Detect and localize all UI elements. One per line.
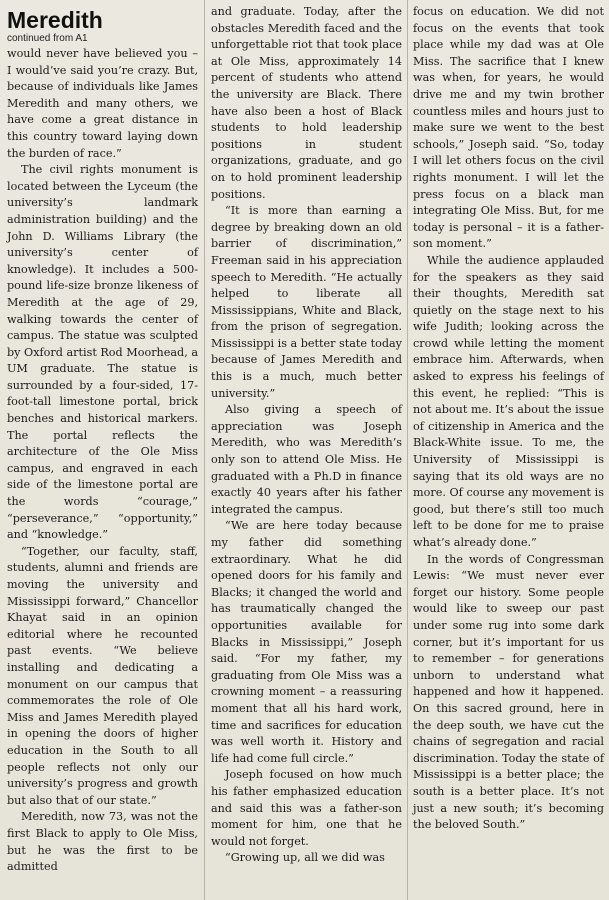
paragraph: “Growing up, all we did was [225, 851, 385, 865]
headline: Meredith [7, 7, 103, 33]
column-divider [204, 0, 205, 900]
paragraph: Also giving a speech of appreciation was Joseph Meredith, who was Meredith’s only son to attend Ole Miss. He graduated with a Ph.D in finance exactly 40 years after his father integrated the campus. [211, 403, 402, 516]
paragraph: Meredith, now 73, was not the first Black to apply to Ole Miss, but he was the first to be admitted [7, 810, 198, 874]
paragraph: and graduate. Today, after the obstacles Meredith faced and the unforgettable riot that took place at Ole Miss, approximately 14 percent of students who attend the university are Black. There have also been a host of Black students to hold leadership positions in student organizations, graduate, and go on to hold prominent leadership positions. [211, 5, 402, 201]
article-column-3 [413, 4, 604, 834]
paragraph: Joseph focused on how much his father emphasized education and said this was a father-son moment for him, one that he would not forget. [211, 768, 402, 848]
article-column-2 [211, 4, 402, 867]
paragraph: In the words of Congressman Lewis: “We must never ever forget our history. Some people would like to sweep our past under some rug into some dark corner, but it’s important for us to remember – for generations unborn to understand what happened and how it happened. On this sacred ground, here in the deep south, we have cut the chains of segregation and racial discrimination. Today the state of Mississippi is a better place; the south is a better place. It’s not just a new south; it’s becoming the beloved South.” [413, 552, 604, 832]
paragraph: The civil rights monument is located between the Lyceum (the university’s landmark administration building) and the John D. Williams Library (the university’s center of knowledge). It includes a 500-pound life-size bronze likeness of Meredith at the age of 29, walking towards the center of campus. The statue was sculpted by Oxford artist Rod Moorhead, a UM graduate. The statue is surrounded by a four-sided, 17-foot-tall limestone portal, brick benches and historical markers. The portal reflects the architecture of the Ole Miss campus, and engraved in each side of the limestone portal are the words “courage,” “perseverance,” “opportunity,” and “knowledge.” [7, 163, 198, 542]
paragraph: would never have believed you – I would’ve said you’re crazy. But, because of individuals like James Meredith and many others, we have come a great distance in this country toward laying down the burden of race.” [7, 47, 198, 160]
paragraph: “It is more than earning a degree by breaking down an old barrier of discrimination,” Freeman said in his appreciation speech to Meredith. “He actually helped to liberate all Mississippians, White and Black, from the prison of segregation. Mississippi is a better state today because of James Meredith and this is a much, much better university.” [211, 204, 402, 400]
paragraph: focus on education. We did not focus on the events that took place while my dad was at Ole Miss. The sacrifice that I knew was when, for years, he would drive me and my twin brother countless miles and hours just to make sure we went to the best schools,” Joseph said. “So, today I will let others focus on the civil rights monument. I will let the press focus on a black man integrating Ole Miss. But, for me today is personal – it is a father-son moment.” [413, 5, 604, 251]
jump-line: continued from A1 [7, 33, 88, 44]
article-column-1 [7, 4, 198, 876]
column-divider [407, 0, 408, 900]
paragraph: “We are here today because my father did something extraordinary. What he did opened doors for his family and Blacks; it changed the world and has traumatically changed the opportunities available for Blacks in Mississippi,” Joseph said. “For my father, my graduating from Ole Miss was a crowning moment – a reassuring moment that all his hard work, time and sacrifices for education was well worth it. History and life had come full circle.” [211, 519, 402, 765]
paragraph: “Together, our faculty, staff, students, alumni and friends are moving the university and Mississippi forward,” Chancellor Khayat said in an opinion editorial where he recounted past events. “We believe installing and dedicating a monument on our campus that commemorates the role of Ole Miss and James Meredith played in opening the doors of higher education in the South to all people reflects not only our university’s progress and growth but also that of our state.” [7, 544, 198, 807]
paragraph: While the audience applauded for the speakers as they said their thoughts, Meredith sat quietly on the stage next to his wife Judith; looking across the crowd while letting the moment embrace him. Afterwards, when asked to express his feelings of this event, he replied: “This is not about me. It’s about the issue of citizenship in America and the Black-White issue. To me, the University of Mississippi is saying that its old ways are no more. Of course any movement is good, but there’s still too much left to be done for me to praise what’s already done.” [413, 253, 604, 549]
